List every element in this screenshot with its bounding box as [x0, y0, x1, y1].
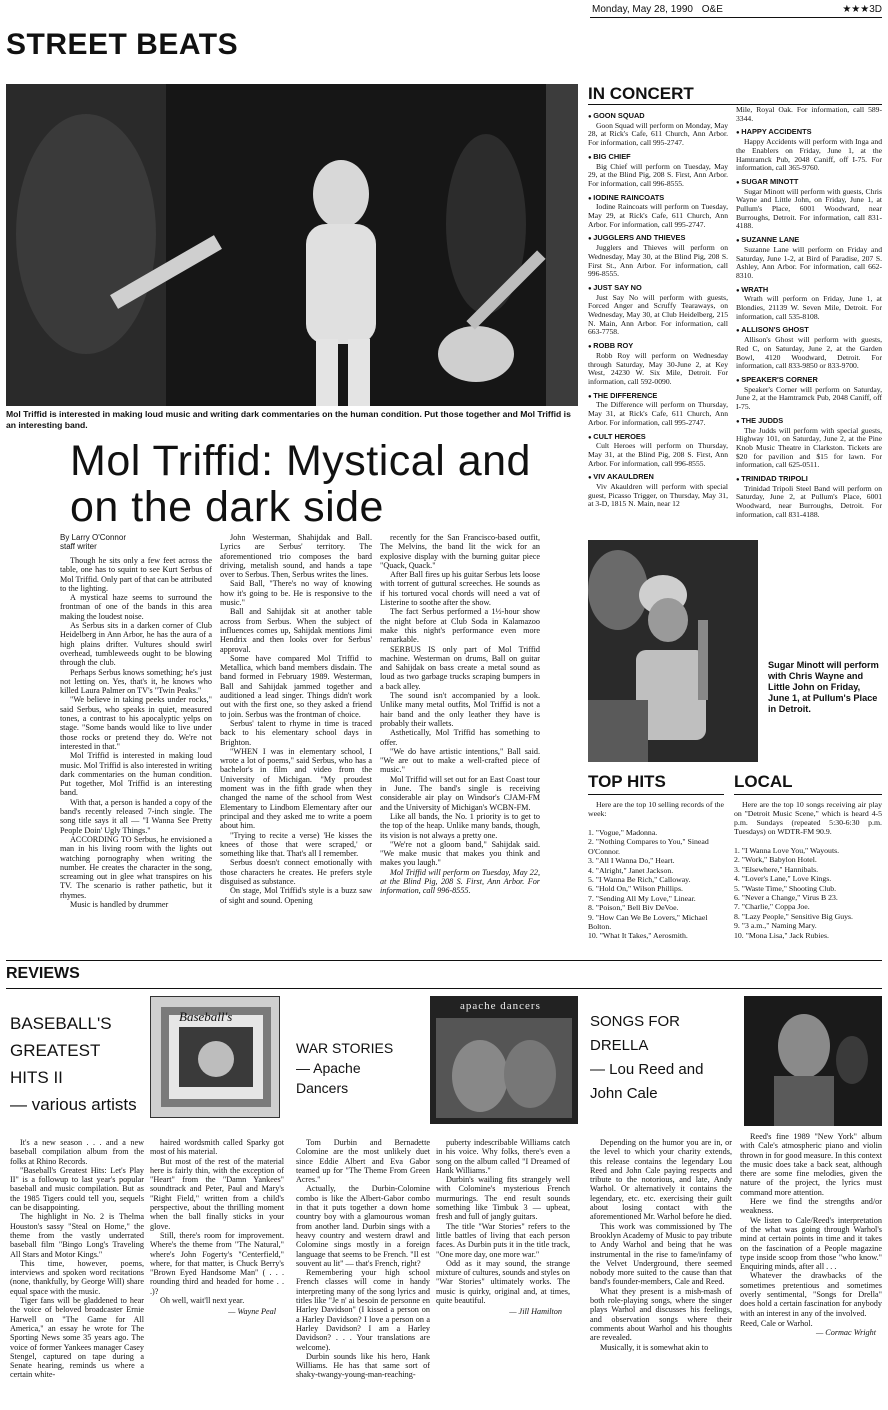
paragraph: "We believe in taking peeks under rocks," said Serbus, who speaks in quiet, measured tones, a contrast to his apocalyptic yelps on stage. "Some bands would like to live under those rocks or pretend they do. We're not interested in that."	[60, 695, 212, 751]
paragraph: Said Ball, "There's no way of knowing how it's going to be. He is responsive to the music."	[220, 579, 372, 608]
paragraph: Durbin sounds like his hero, Hank Williams. He has that same sort of shaky-twangy-young-man-reaching-	[296, 1351, 430, 1380]
concert-listing	[736, 475, 882, 520]
paragraph: This time, however, poems, interviews and spoken word recitations (none, thankfully, by George Will) share equal space with the music.	[10, 1258, 144, 1296]
chart-entry: 8. "Lazy People," Sensitive Big Guys.	[734, 911, 853, 921]
baseball-title-line-2: GREATEST	[10, 1041, 101, 1060]
header-page: ★★★3D	[842, 4, 882, 15]
paragraph: Odd as it may sound, the strange mixture of cultures, sounds and styles on "War Stories" ultimately works. The music is quirky, original and, at times, quite beautiful.	[436, 1258, 570, 1306]
paragraph: A mystical haze seems to surround the frontman of one of the bands in this area making the loudest noise.	[60, 593, 212, 621]
concert-listing	[588, 392, 728, 428]
chart-entry: 2. "Nothing Compares to You," Sinead O'Connor.	[588, 837, 709, 856]
paragraph: The title "War Stories" refers to the little battles of living that each person faces. As Durbin puts it in the title track, "One more day, one more war."	[436, 1221, 570, 1259]
war-review-title	[296, 1038, 426, 1098]
war-column-2	[436, 1138, 570, 1400]
sugar-minott-image	[588, 540, 758, 762]
drella-author-subject: Reed, Cale or Warhol.	[740, 1318, 813, 1328]
concert-listing-text: The Judds will perform with special guests, Highway 101, on Saturday, June 2, at the Pine Knob Music Theatre in Clarkston. Tickets are $20 for pavilion and $15 for lawn. For information, call 625-0511.	[736, 425, 882, 470]
baseball-album-cover	[150, 996, 280, 1118]
chart-entry: 8. "Poison," Bell Biv DeVoe.	[588, 903, 679, 913]
war-cover-text: apache dancers	[460, 1000, 541, 1012]
drella-album-cover	[744, 996, 882, 1126]
war-column-1	[296, 1138, 430, 1400]
chart-entry: 3. "All I Wanna Do," Heart.	[588, 856, 675, 866]
paragraph: But most of the rest of the material here is fairly thin, with the exception of "Heart" from the "Damn Yankees" soundtrack and Peter, Paul and Mary's "Right Field," written from a child's perspective, about the thrilling moment when the ball finally sticks in your glove.	[150, 1156, 284, 1231]
page-header-info	[592, 4, 882, 15]
byline-author: By Larry O'Connor	[60, 533, 126, 542]
chart-entry: 2. "Work," Babylon Hotel.	[734, 855, 817, 865]
paragraph: recently for the San Francisco-based outfit, The Melvins, the band lit the wick for an explosive display with the burning guitar piece "Quack, Quack."	[380, 533, 540, 570]
concert-listing-name: ● THE DIFFERENCE	[588, 392, 728, 402]
local-title: LOCAL	[734, 770, 882, 795]
baseball-title-line-4: — various artists	[10, 1095, 137, 1114]
concert-listing	[736, 376, 882, 412]
paragraph: puberty indescribable Williams catch in his voice. Why folks, there's even a song on the album called "I Dreamed of Hank Williams."	[436, 1138, 570, 1175]
drella-title-line-4: John Cale	[590, 1085, 658, 1102]
concert-col2-lead: Mile, Royal Oak. For information, call 589-3344.	[736, 106, 882, 123]
reviews-rule	[6, 988, 882, 989]
concert-listing-name: ● JUST SAY NO	[588, 284, 728, 294]
paragraph: Ball and Sahijdak sit at another table across from Serbus. When the subject of influences comes up, Sahijdak mentions Jimi Hendrix and then looks over for Serbus' approval.	[220, 607, 372, 654]
local-list	[734, 846, 882, 940]
feature-column-2	[220, 533, 372, 956]
paragraph: What they present is a mish-mash of both role-playing songs, where the singer plays Warhol and discusses his feelings, and observation songs where their comments about Warhol and his thoughts are revealed.	[590, 1286, 732, 1343]
concert-listing	[736, 178, 882, 231]
paragraph: Musically, it is somewhat akin to	[600, 1342, 709, 1352]
chart-entry: 1. "Vogue," Madonna.	[588, 828, 658, 837]
concert-listing-text: Sugar Minott will perform with guests, Chris Wayne and Little John, on Friday, June 1, at Pullum's Place, 6001 Woodward, near Burroughs, Detroit. For information, call 831-4188.	[736, 186, 882, 231]
concert-listing-text: Big Chief will perform on Tuesday, May 29, at the Blind Pig, 208 S. First, Ann Arbor. For information, call 996-8555.	[588, 161, 728, 188]
chart-entry: 5. "I Wanna Be Rich," Calloway.	[588, 875, 691, 885]
paragraph: Here we find the strengths and/or weakness.	[740, 1197, 882, 1216]
drella-author	[740, 1319, 882, 1338]
feature-column-3	[380, 533, 540, 956]
paragraph: Tom Durbin and Bernadette Colomine are the most unlikely duet since Eddie Albert and Eva Gabor teamed up for "The Theme From Green Acres."	[296, 1138, 430, 1185]
baseball-column-2	[150, 1138, 284, 1400]
paragraph: Perhaps Serbus knows something; he's just not letting on. Yes, that's it, he knows who killed Laura Palmer on TV's "Twin Peaks."	[60, 667, 212, 696]
drella-author-name: — Cormac Wright	[815, 1328, 876, 1338]
paragraph: Music is handled by drummer	[70, 899, 169, 909]
concert-listing-name: ● JUGGLERS AND THIEVES	[588, 234, 728, 244]
concert-listing	[588, 194, 728, 230]
concert-listing-name: ● BIG CHIEF	[588, 153, 728, 163]
drella-column-1	[590, 1138, 732, 1400]
paragraph: Remembering your high school French classes will come in handy interpreting many of the song lyrics and titles like "Je n' ai besoin de personne en Harley Davidson" (I kissed a person on a Harley Davidson? I love a person on a Harley Davidson? I am a Harley Davidson? . . . Your translations are welcome).	[296, 1268, 430, 1352]
paragraph: Serbus doesn't connect emotionally with those characters he creates. He prefers style disguised as substance.	[220, 858, 372, 886]
paragraph: Oh well, wait'll next year.	[160, 1296, 245, 1306]
baseball-author: — Wayne Peal	[228, 1307, 276, 1317]
paragraph: "Trying to recite a verse) 'He kisses the knees of those that were scraped,' or something like that. That's all I remember.	[220, 830, 372, 859]
paragraph: Whatever the drawbacks of the sometimes pretentious and sometimes overly sentimental, "Songs for Drella" does hold a certain fascination for anybody with an interest in any of the involved.	[740, 1271, 882, 1318]
concert-listing-name: ● IODINE RAINCOATS	[588, 194, 728, 204]
chart-entry: 4. "Lover's Lane," Love Kings.	[734, 874, 832, 884]
concert-listing	[736, 236, 882, 281]
paragraph: Asthetically, Mol Triffid has something to offer.	[380, 728, 540, 747]
header-section: O&E	[701, 4, 723, 15]
concert-listing	[588, 153, 728, 189]
concert-listing	[736, 128, 882, 173]
chart-entry: 10. "What It Takes," Aerosmith.	[588, 931, 688, 941]
concert-listing-text: Goon Squad will perform on Monday, May 28, at Rick's Cafe, 611 Church, Ann Arbor. For information, call 995-2747.	[588, 120, 728, 148]
reviews-title: REVIEWS	[6, 965, 80, 982]
top-hits-intro: Here are the top 10 selling records of the week:	[588, 800, 724, 818]
concert-listing-name: ● GOON SQUAD	[588, 112, 728, 122]
paragraph: Mol Triffid will set out for an East Coast tour in June. The band's single is receiving considerable air play on Windsor's CJAM-FM and the University of Michigan's WCBN-FM.	[380, 774, 540, 812]
concert-listing	[588, 234, 728, 279]
chart-entry: 7. "Charlie," Coppa Joe.	[734, 902, 810, 912]
paragraph: On stage, Mol Triffid's style is a buzz saw of sight and sound. Opening	[220, 886, 372, 905]
paragraph: The highlight in No. 2 is Thelma Houston's sassy "Steal on Home," the theme from the vastly underrated baseball film "Bingo Long's Traveling All Stars and Motor Kings."	[10, 1212, 144, 1259]
paragraph: With that, a person is handed a copy of the band's recently released 7-inch single. The song title says it all — "I Wanna See Pretty People Doin' Ugly Things."	[60, 797, 212, 835]
paragraph: "WHEN I was in elementary school, I wrote a lot of poems," said Serbus, who has a bachelor's in film and video from the University of Michigan. "My proudest moment was in the fifth grade when they changed the name of the school from West Elementary to Lindbom Elementary after our principal and they asked me to write a poem about him.	[220, 746, 372, 831]
paragraph: Like all bands, the No. 1 priority is to get to the top of the heap. Unlike many bands, though, its vision is not always a pretty one.	[380, 811, 540, 840]
chart-entry: 6. "Never a Change," Virus B 23.	[734, 893, 838, 903]
paragraph: SERBUS IS only part of Mol Triffid machine. Westerman on drums, Ball on guitar and Sahijdak on bass create a metal sound as loud as two garbage trucks scraping bumpers in a back alley.	[380, 644, 540, 691]
war-title-line-3: Dancers	[296, 1080, 349, 1096]
section-title: STREET BEATS	[6, 28, 239, 61]
concert-listing	[736, 417, 882, 470]
top-hits-list	[588, 828, 728, 941]
paragraph: After Ball fires up his guitar Serbus lets loose with torrent of guttural screeches. He sounds as if his tortured vocal chords will need a vat of Listerine to soothe after the show.	[380, 570, 540, 608]
paragraph: "We're not a gloom band," Sahijdak said. "We make music that makes you think and makes you laugh."	[380, 839, 540, 868]
paragraph: ACCORDING TO Serbus, he envisioned a man in his living room with the lights out watching pornography when writing the number. He creates the character in the song, screaming out in glee what transpires on his TV. The scenario is rather pathetic, but it rhymes.	[60, 834, 212, 900]
paragraph: The sound isn't accompanied by a look. Unlike many metal outfits, Mol Triffid is not a hair band and the only leather they have is probably their wallets.	[380, 691, 540, 728]
paragraph: haired wordsmith called Sparky got most of his material.	[150, 1138, 284, 1157]
paragraph: "We do have artistic intentions," Ball said. "We are out to make a well-crafted piece of music."	[380, 746, 540, 775]
war-album-cover	[430, 996, 578, 1124]
paragraph: "Baseball's Greatest Hits: Let's Play II" is a followup to last year's popular baseball and music compilation. But as the 1985 Tigers could tell you, sequels can be disappointing.	[10, 1165, 144, 1213]
war-cover-art	[430, 996, 578, 1124]
concert-listing-text: Trinidad Tripoli Steel Band will perform on Saturday, June 2, at Pullum's Place, 6001 Woodward, near Burroughs, Detroit. For information, call 831-4188.	[736, 483, 882, 519]
feature-headline: Mol Triffid: Mystical and on the dark side	[70, 437, 531, 531]
concert-listing-text: Just Say No will perform with guests, Forced Anger and Scruffy Tearaways, on Wednesday, May 30, at Club Heidelberg, 215 N. Main, Ann Arbor. For information, call 663-7758.	[588, 292, 728, 337]
chart-entry: 7. "Sending All My Love," Linear.	[588, 893, 696, 903]
concert-listing-name: ● CULT HEROES	[588, 433, 728, 443]
header-rule	[590, 17, 882, 18]
baseball-column-1	[10, 1138, 144, 1400]
feature-column-1	[60, 556, 212, 956]
baseball-review-title	[10, 1010, 150, 1118]
concert-listing-name: ● THE JUDDS	[736, 417, 882, 427]
chart-entry: 9. "3 a.m.," Naming Mary.	[734, 921, 817, 931]
paragraph: Actually, the Durbin-Colomine combo is like the Albert-Gabor combo in that it puts together a down home country boy with a glamourous woman from another land. Durbin sings with a heavy country and western drawl and Colomine sings mostly in a foreign language that seems to be French. "Il est souvent au lit" — that's French, right?	[296, 1184, 430, 1268]
paragraph: As Serbus sits in a darken corner of Club Heidelberg in Ann Arbor, he has the aura of a high plains drifter. Vultures should swirl overhead, tumbleweeds ought to be blowing through the club.	[60, 621, 212, 668]
concert-listing-text: Happy Accidents will perform with Inga and the Enablers on Friday, June 1, at the Hamtramck Pub, 2048 Caniff, off I-75. For information, call 365-9760.	[736, 137, 882, 173]
concert-listing-name: ● SUZANNE LANE	[736, 236, 882, 246]
top-hits-title: TOP HITS	[588, 770, 724, 795]
concert-listing-name: ● SPEAKER'S CORNER	[736, 376, 882, 386]
baseball-cover-text: Baseball's	[179, 1009, 233, 1024]
concert-listing-text: Speaker's Corner will perform on Saturday, June 2, at the Hamtramck Pub, 2048 Caniff, off I-75.	[736, 384, 882, 412]
concert-listing	[736, 286, 882, 322]
paragraph: Tiger fans will be gladdened to hear the voice of beloved broadcaster Ernie Harwell on "The Game for All America," an essay he wrote for The Sporting News some 35 years ago. The voice of former Yankees manager Casey Stengel, captured on tape during a Senate hearing, reminds us where a certain white-	[10, 1296, 144, 1380]
local-intro: Here are the top 10 songs receiving air play on "Detroit Music Scene," which is heard 4-5 p.m. Sundays (repeated 5:30-6:30 p.m. Tuesdays) on WDTR-FM 90.9.	[734, 800, 882, 836]
baseball-title-line-1: BASEBALL'S	[10, 1014, 112, 1033]
paragraph: We listen to Cale/Reed's interpretation of the what was going through Warhol's mind at certain points in time and it takes on the fascination of a People magazine type inside scoop from those "who know." Enquiring minds, after all . . .	[740, 1215, 882, 1272]
concert-listing-name: ● WRATH	[736, 286, 882, 296]
concert-listing-name: ● HAPPY ACCIDENTS	[736, 128, 882, 138]
byline-role: staff writer	[60, 542, 97, 551]
concert-column-1	[588, 112, 728, 544]
chart-entry: 1. "I Wanna Love You," Wayouts.	[734, 846, 840, 855]
sugar-minott-caption: Sugar Minott will perform with Chris Wayne and Little John on Friday, June 1, at Pullum's Place in Detroit.	[768, 660, 879, 714]
drella-column-2	[740, 1132, 882, 1400]
concert-listing	[588, 342, 728, 387]
concert-listing-text: The Difference will perform on Thursday, May 31, at Rick's Cafe, 611 Church, Ann Arbor. For information, call 995-2747.	[588, 400, 728, 427]
paragraph: Still, there's room for improvement. Where's the theme from "The Natural," where's John Fogerty's "Centerfield," where, for that matter, is Chuck Berry's "Brown Eyed Handsome Man" ( . . . rounding third and headed for home . . .)?	[150, 1230, 284, 1296]
header-date: Monday, May 28, 1990	[592, 4, 693, 15]
chart-entry: 10. "Mona Lisa," Jack Rubies.	[734, 930, 829, 940]
concert-listing	[588, 433, 728, 469]
concert-listing-text: Robb Roy will perform on Wednesday through Saturday, May 30-June 2, at Key West, 24230 W. Six Mile, Detroit. For information, call 592-0090.	[588, 350, 728, 386]
war-title-line-2: — Apache	[296, 1060, 361, 1076]
paragraph: Durbin's wailing fits strangely well with Colomine's mysterious French murmurings. The end result sounds something like Timbuk 3 — upbeat, fresh and full of jangly guitars.	[436, 1175, 570, 1222]
concert-listing-text: Jugglers and Thieves will perform on Wednesday, May 30, at the Blind Pig, 208 S. First St., Ann Arbor. For information, call 996-8555.	[588, 243, 728, 279]
paragraph: The fact Serbus performed a 1½-hour show the night before at Club Soda in Kalamazoo make this night's performance even more remarkable.	[380, 607, 540, 645]
paragraph: Serbus' talent to rhyme in time is traced back to his elementary school days in Brighton.	[220, 718, 372, 747]
concert-listing-text: Iodine Raincoats will perform on Tuesday, May 29, at Rick's Cafe, 611 Church, Ann Arbor. For information, call 995-2747.	[588, 202, 728, 229]
concert-listing-name: ● ROBB ROY	[588, 342, 728, 352]
concert-listing-text: Cult Heroes will perform on Thursday, May 31, at the Blind Pig, 208 S. First, Ann Arbor. For information, call 996-8555.	[588, 441, 728, 468]
concert-listing	[736, 326, 882, 371]
sugar-minott-photo	[588, 540, 758, 762]
drella-title-line-3: — Lou Reed and	[590, 1061, 704, 1078]
paragraph: Mol Triffid is interested in making loud music. Mol Triffid is also interested in writing dark commentaries on the human condition. Put together, Mol Triffid is an interesting band.	[60, 751, 212, 798]
paragraph: Some have compared Mol Triffid to Metallica, which band members disdain. The band formed in February 1989. Westerman, Ball and Sahijdak jammed together and auditioned a lead singer. Things didn't work out with the first one, so they asked a friend to join. Serbus was the frontman of choice.	[220, 653, 372, 719]
band-photo-image	[6, 84, 578, 406]
chart-entry: 6. "Hold On," Wilson Phillips.	[588, 884, 683, 894]
baseball-title-line-3: HITS II	[10, 1068, 63, 1087]
drella-title-line-1: SONGS FOR	[590, 1013, 681, 1030]
chart-entry: 5. "Waste Time," Shooting Club.	[734, 883, 837, 893]
concert-listing-name: ● TRINIDAD TRIPOLI	[736, 475, 882, 485]
war-author: — Jill Hamilton	[509, 1307, 562, 1317]
drella-title-line-2: DRELLA	[590, 1037, 649, 1054]
concert-listing-text: Wrath will perform on Friday, June 1, at Blondies, 21139 W. Seven Mile, Detroit. For information, call 535-8108.	[736, 294, 882, 321]
paragraph: Though he sits only a few feet across the table, one has to squint to see Kurt Serbus of Mol Triffid. Only part of that can be attributed to the lighting.	[60, 556, 212, 593]
drella-review-title	[590, 1010, 740, 1106]
concert-listing-name: ● ALLISON'S GHOST	[736, 326, 882, 336]
paragraph: It's a new season . . . and a new baseball compilation album from the folks at Rhino Records.	[10, 1138, 144, 1166]
paragraph: Reed's fine 1989 "New York" album with Cale's atmospheric piano and violin thrown in for good measure. In this context the music does take a back seat, although there are some fine melodies, given the nature of the project, the lyrics must command more attention.	[740, 1132, 882, 1197]
band-photo	[6, 84, 578, 406]
paragraph: Mol Triffid will perform on Tuesday, May 22, at the Blind Pig, 208 S. First, Ann Arbor. For information, call 996-8555.	[380, 867, 540, 896]
concert-listing	[588, 112, 728, 148]
photo-caption: Mol Triffid is interested in making loud music and writing dark commentaries on the human condition. Put those together and Mol Triffid is an interesting band.	[6, 409, 571, 430]
chart-entry: 4. "Alright," Janet Jackson.	[588, 865, 674, 875]
drella-cover-art	[744, 996, 882, 1126]
concert-listing	[588, 284, 728, 337]
concert-listing-text: Suzanne Lane will perform on Friday and Saturday, June 1-2, at Bird of Paradise, 207 S. Ashley, Ann Arbor. For information, call 662-8310.	[736, 244, 882, 280]
concert-listing-name: ● VIV AKAULDREN	[588, 473, 728, 483]
war-title-line-1: WAR STORIES	[296, 1040, 394, 1056]
concert-column-2	[736, 106, 882, 538]
paragraph: This work was commissioned by The Brooklyn Academy of Music to pay tribute to Andy Warhol and being that he was instrumental in the rise to fame/infamy of the Velvet Underground, there seemed nobody more suited to the cause than that band's founder-members, Cale and Reed.	[590, 1221, 732, 1287]
concert-listing	[588, 473, 728, 509]
paragraph: Depending on the humor you are in, or the level to which your charity extends, this release contains the legendary Lou Reed and John Cale paying respects and tribute to the notorious, and late, Andy Warhol. Or alternatively it contains the legendary, etc. etc. exercising their guilt about losing contact with the aforementioned Mr. Warhol before he died.	[590, 1138, 732, 1222]
byline	[60, 533, 200, 551]
reviews-top-rule	[6, 960, 882, 961]
concert-listing-text: Allison's Ghost will perform with guests, Red C, on Saturday, June 2, at the Garden Bowl, 4120 Woodward, Detroit. For information, call 833-9850 or 833-9700.	[736, 335, 882, 371]
paragraph: John Westerman, Shahijdak and Ball. Lyrics are Serbus' territory. The aforementioned trio composes the bard driving, metalish sound, and hands a tape over to Serbus. Then, Serbus writes the lines.	[220, 533, 372, 580]
concert-listing-text: Viv Akauldren will perform with special guest, Picasso Trigger, on Thursday, May 31, at 3-D, 1815 N. Main, near 12	[588, 482, 728, 509]
chart-entry: 9. "How Can We Be Lovers," Michael Bolton.	[588, 912, 708, 932]
chart-entry: 3. "Elsewhere," Hannibals.	[734, 864, 819, 874]
in-concert-title: IN CONCERT	[588, 84, 882, 105]
concert-listing-name: ● SUGAR MINOTT	[736, 178, 882, 188]
